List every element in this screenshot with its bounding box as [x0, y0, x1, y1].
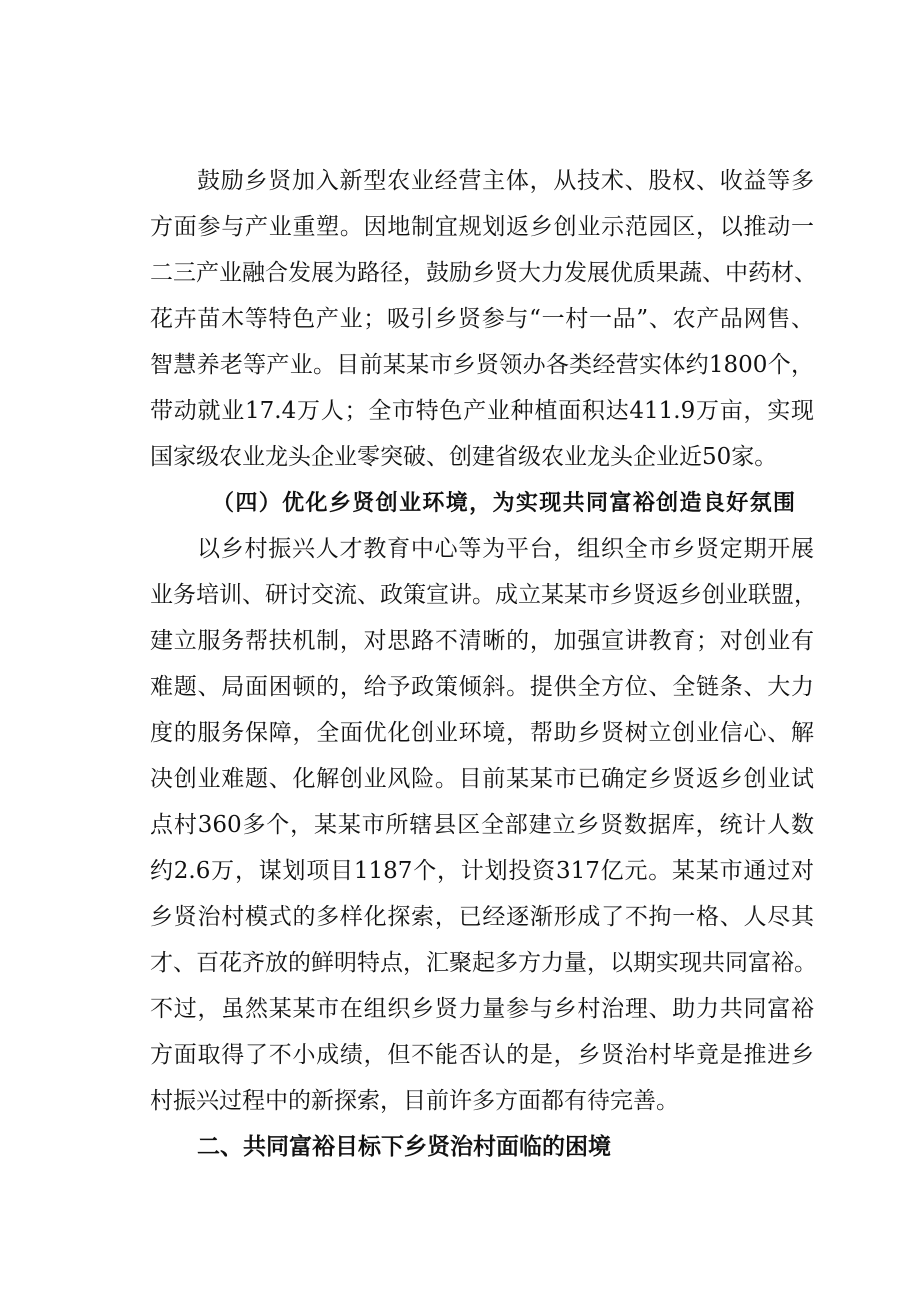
paragraph-1-line-5: 智慧养老等产业。目前某某市乡贤领办各类经营实体约1800个， [150, 352, 814, 378]
paragraph-2-line-12: 方面取得了不小成绩，但不能否认的是，乡贤治村毕竟是推进乡 [150, 1042, 814, 1068]
paragraph-2-line-8: 约2.6万，谋划项目1187个，计划投资317亿元。某某市通过对 [150, 858, 814, 884]
section-heading-2: 二、共同富裕目标下乡贤治村面临的困境 [197, 1134, 611, 1160]
paragraph-2-line-11: 不过，虽然某某市在组织乡贤力量参与乡村治理、助力共同富裕 [150, 996, 814, 1022]
paragraph-1-line-4: 花卉苗木等特色产业；吸引乡贤参与“一村一品”、农产品网售、 [150, 306, 814, 332]
paragraph-2-line-4: 难题、局面困顿的，给予政策倾斜。提供全方位、全链条、大力 [150, 674, 814, 700]
paragraph-1-line-1: 鼓励乡贤加入新型农业经营主体，从技术、股权、收益等多 [197, 168, 814, 194]
paragraph-2-line-10: 才、百花齐放的鲜明特点，汇聚起多方力量，以期实现共同富裕。 [150, 950, 817, 976]
paragraph-2-line-7: 点村360多个，某某市所辖县区全部建立乡贤数据库，统计人数 [150, 812, 814, 838]
paragraph-2-line-9: 乡贤治村模式的多样化探索，已经逐渐形成了不拘一格、人尽其 [150, 904, 814, 930]
paragraph-1-line-3: 二三产业融合发展为路径，鼓励乡贤大力发展优质果蔬、中药材、 [150, 260, 817, 286]
paragraph-1-line-7: 国家级农业龙头企业零突破、创建省级农业龙头企业近50家。 [150, 444, 778, 470]
paragraph-2-line-1: 以乡村振兴人才教育中心等为平台，组织全市乡贤定期开展 [197, 536, 814, 562]
paragraph-2-line-2: 业务培训、研讨交流、政策宣讲。成立某某市乡贤返乡创业联盟， [150, 582, 817, 608]
paragraph-2-line-3: 建立服务帮扶机制，对思路不清晰的，加强宣讲教育；对创业有 [150, 628, 814, 654]
paragraph-1-line-2: 方面参与产业重塑。因地制宜规划返乡创业示范园区，以推动一 [150, 214, 814, 240]
paragraph-2-line-6: 决创业难题、化解创业风险。目前某某市已确定乡贤返乡创业试 [150, 766, 814, 792]
paragraph-2-line-13: 村振兴过程中的新探索，目前许多方面都有待完善。 [150, 1088, 679, 1114]
section-heading-4: （四）优化乡贤创业环境，为实现共同富裕创造良好氛围 [212, 490, 795, 516]
paragraph-2-line-5: 度的服务保障，全面优化创业环境，帮助乡贤树立创业信心、解 [150, 720, 814, 746]
paragraph-1-line-6: 带动就业17.4万人；全市特色产业种植面积达411.9万亩，实现 [150, 398, 814, 424]
